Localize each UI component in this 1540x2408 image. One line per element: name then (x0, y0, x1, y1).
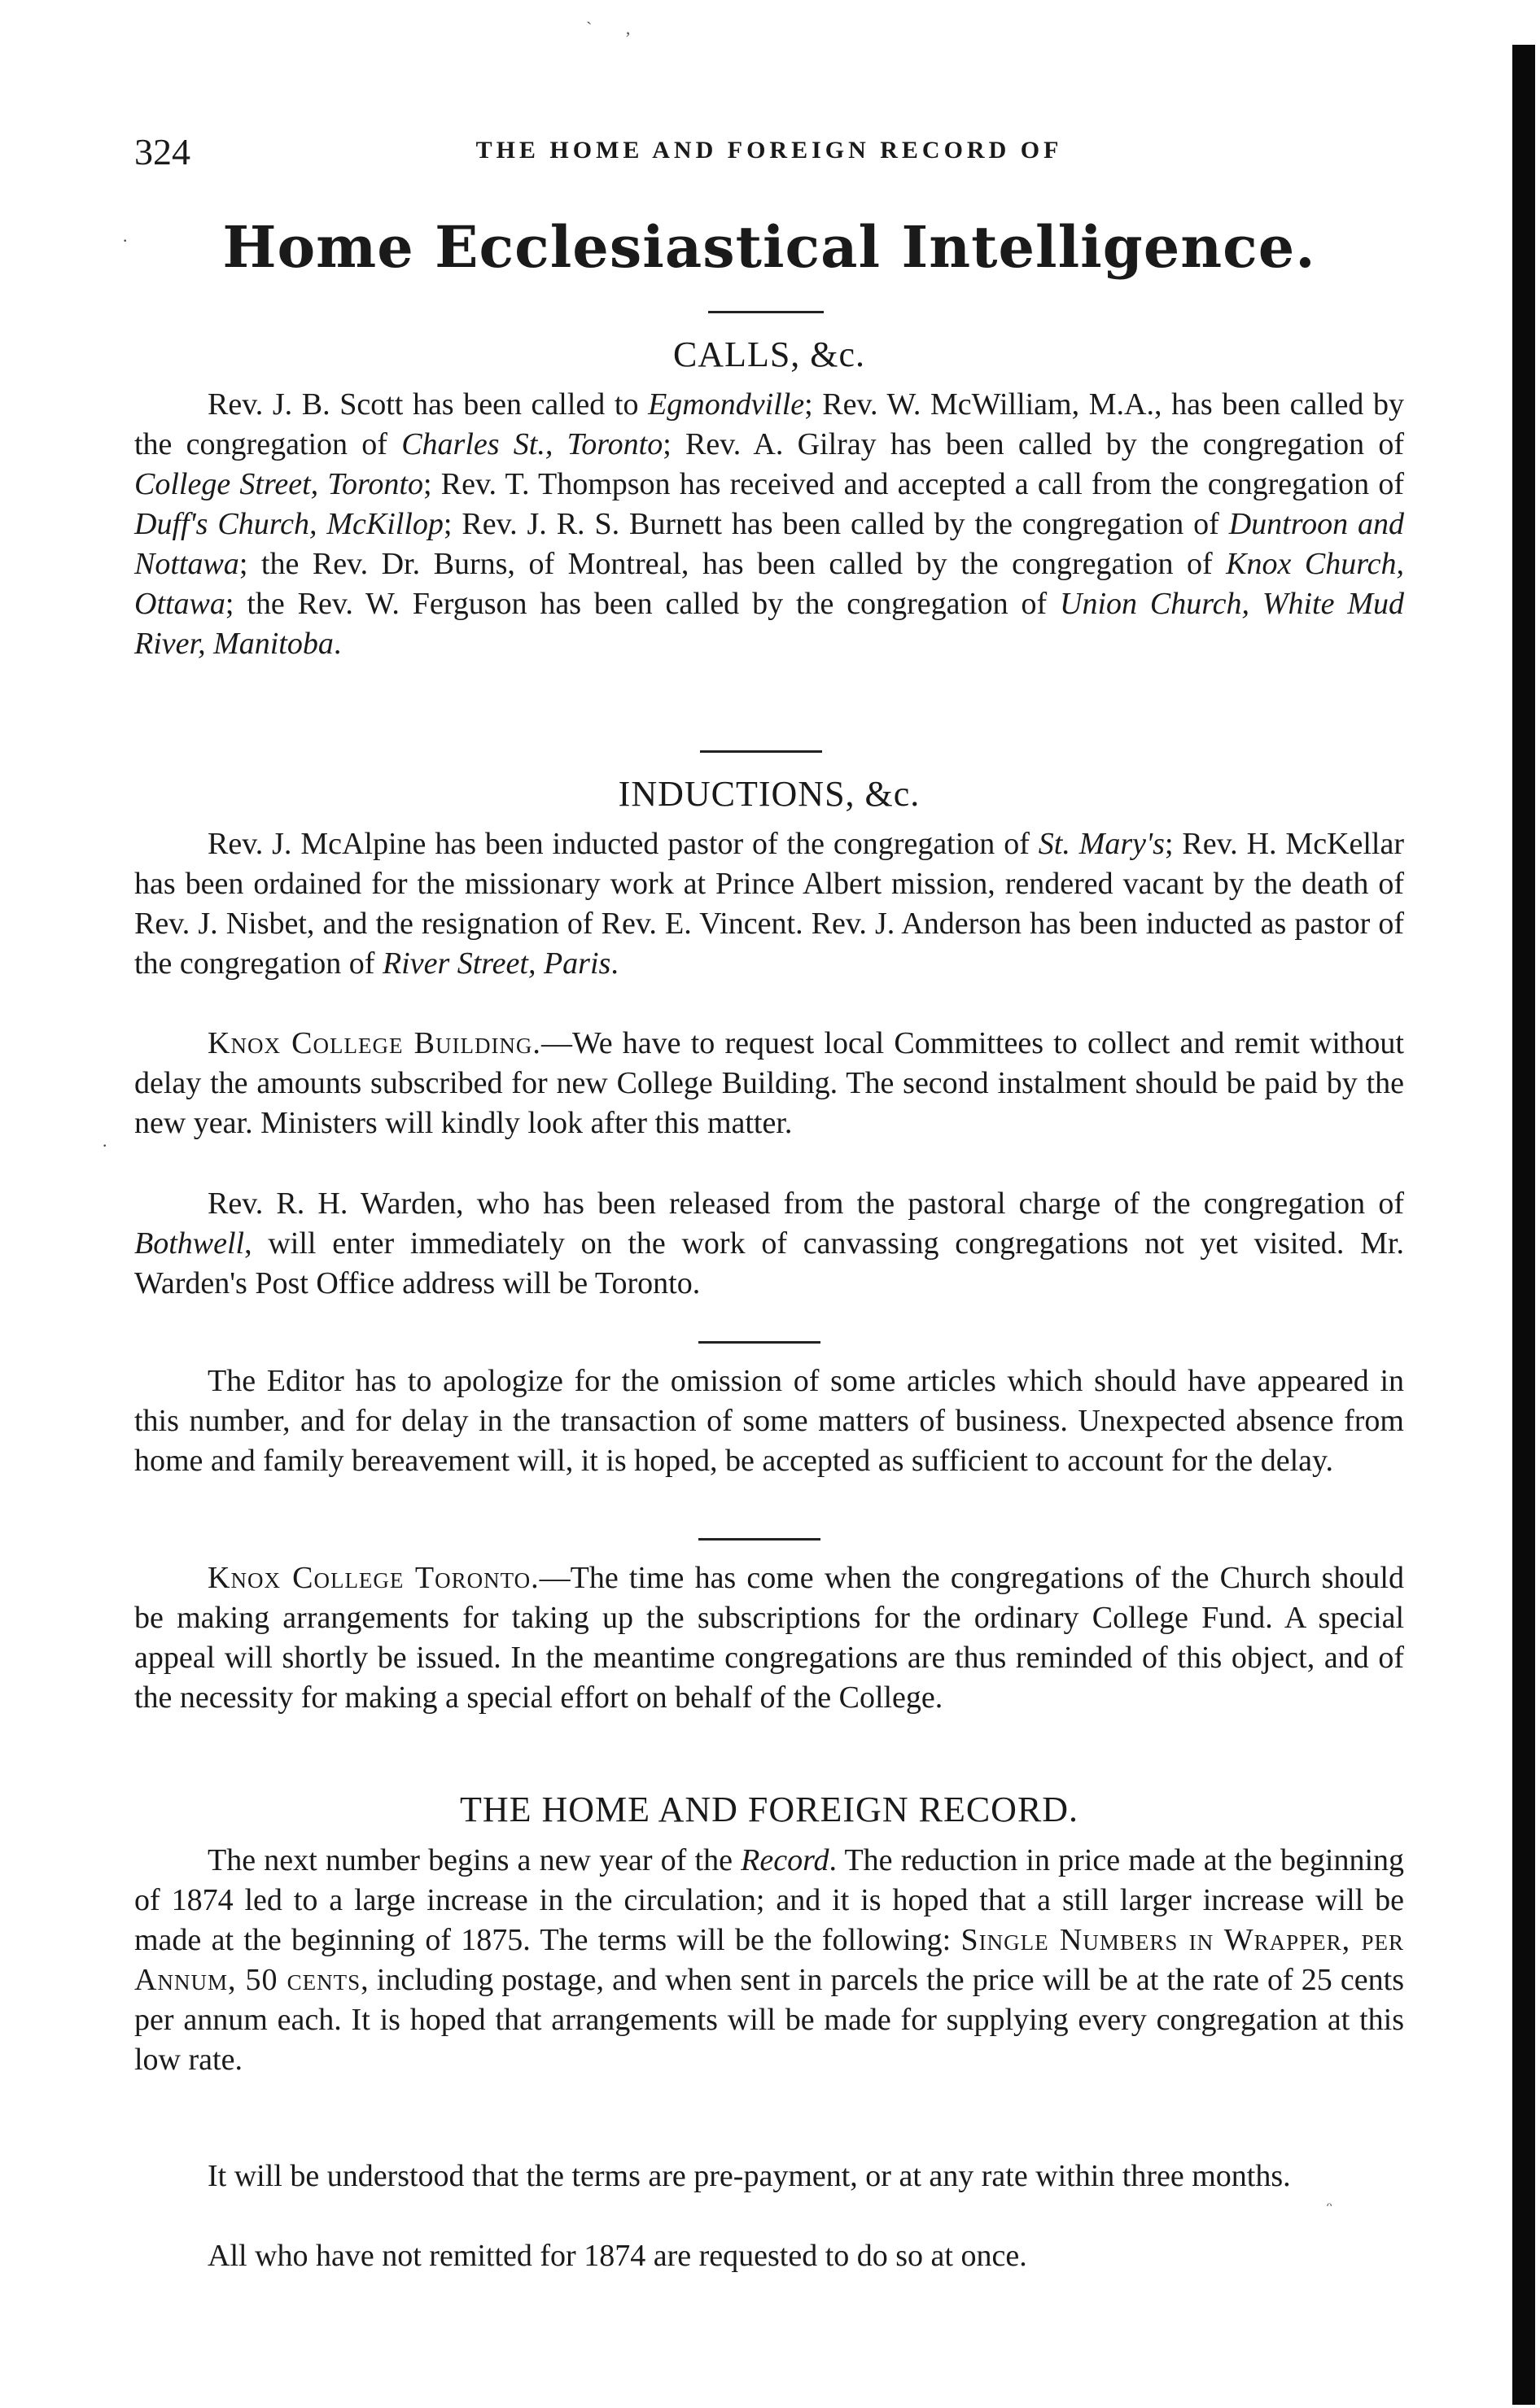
knox-toronto-paragraph (134, 1558, 1404, 1718)
divider-rule (700, 750, 822, 753)
record-text-after: , including postage, and when sent in parcels the price will be at the rate of 25 cents per annum each. It is hoped that arrangements will be made for supplying every congregation at this low rate. (134, 1963, 1404, 2077)
scan-edge-bar (1512, 45, 1535, 2405)
record-paragraph (134, 1841, 1404, 2080)
scan-speck: · (102, 1135, 108, 1156)
section-title: Home Ecclesiastical Intelligence. (222, 213, 1316, 281)
divider-rule (698, 1538, 820, 1541)
record-heading: THE HOME AND FOREIGN RECORD. (459, 1790, 1079, 1829)
knox-toronto-label: Knox College Toronto. (208, 1561, 540, 1595)
knox-building-label: Knox College Building. (208, 1026, 541, 1060)
scan-speck: · (122, 230, 129, 251)
inductions-heading: INDUCTIONS, &c. (618, 774, 921, 814)
inductions-paragraph: Rev. J. McAlpine has been inducted pastor of the congregation of St. Mary's; Rev. H. McKellar has been ordained for the missionary work at Prince Albert mission, rendered vacant by the death of Rev. J. Nisbet, and the resignation of Rev. E. Vincent. Rev. J. Anderson has been inducted as pastor of the congregation of River Street, Paris. (134, 827, 1405, 981)
record-text-before: The next number begins a new year of the Record. The reduction in price made at the beginning of 1874 led to a large increase in the circulation; and it is hoped that a still larger increase will be made at the beginning of 1875. The terms will be the following: (134, 1843, 1404, 1957)
divider-rule (698, 1341, 820, 1344)
knox-building-paragraph (134, 1024, 1404, 1143)
warden-paragraph: Rev. R. H. Warden, who has been released from the pastoral charge of the congregation of Bothwell, will enter immediately on the work of canvassing congregations not yet visited. Mr. Warden's Post Office address will be Toronto. (134, 1187, 1404, 1300)
record-terms-label: Single Numbers in Wrapper, per Annum, 50 cents (134, 1923, 1404, 1997)
calls-paragraph: Rev. J. B. Scott has been called to Egmondville; Rev. W. McWilliam, M.A., has been called by the congregation of Charles St., Toronto; Rev. A. Gilray has been called by the congregation of College Street, Toronto; Rev. T. Thompson has received and accepted a call from the congregation of Duff's Church, McKillop; Rev. J. R. S. Burnett has been called by the congregation of Duntroon and Nottawa; the Rev. Dr. Burns, of Montreal, has been called by the congregation of Knox Church, Ottawa; the Rev. W. Ferguson has been called by the congregation of Union Church, White Mud River, Manitoba. (134, 387, 1405, 661)
knox-toronto-text: —The time has come when the congregations of the Church should be making arrangements for taking up the subscriptions for the ordinary College Fund. A special appeal will shortly be issued. In the meantime congregations are thus reminded of this object, and of the necessity for making a special effort on behalf of the College. (134, 1561, 1404, 1715)
remit-paragraph: All who have not remitted for 1874 are requested to do so at once. (208, 2239, 1027, 2273)
divider-rule (708, 311, 824, 313)
knox-building-text: —We have to request local Committees to collect and remit without delay the amounts subscribed for new College Building. The second instalment should be paid by the new year. Ministers will kindly look after this matter. (134, 1026, 1404, 1140)
running-head (134, 130, 1404, 179)
journal-title: THE HOME AND FOREIGN RECORD OF (475, 137, 1063, 164)
page-number: 324 (134, 131, 190, 173)
editor-note-paragraph: The Editor has to apologize for the omission of some articles which should have appeared in this number, and for delay in the transaction of some matters of business. Unexpected absence from home and family bereavement will, it is hoped, be accepted as sufficient to account for the delay. (134, 1364, 1404, 1478)
scan-specks: ` , (586, 18, 645, 38)
prepayment-paragraph: It will be understood that the terms are pre-payment, or at any rate within three months. (208, 2159, 1291, 2193)
calls-heading: CALLS, &c. (672, 334, 866, 374)
scan-speck: ᵔ (1327, 2197, 1332, 2218)
